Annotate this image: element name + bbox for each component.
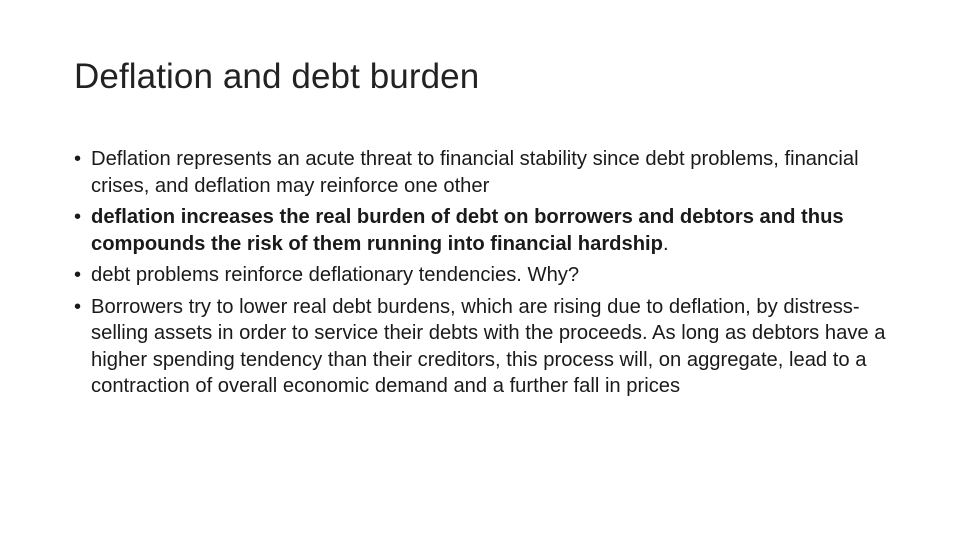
bullet-dot-icon: •	[74, 148, 82, 170]
bullet-text-1: Deflation represents an acute threat to financial stability since debt problems, financial crises, and deflation may reinforce one other	[91, 148, 859, 197]
bullet-item-1	[74, 146, 904, 199]
bullet-text-2: deflation increases the real burden of debt on borrowers and debtors and thus compounds the risk of them running into financial hardship	[91, 206, 844, 255]
bullet-text-4: Borrowers try to lower real debt burdens, which are rising due to deflation, by distress-selling assets in order to service their debts with the proceeds. As long as debtors have a higher spending tendency than their creditors, this process will, on aggregate, lead to a contraction of overall economic demand and a further fall in prices	[91, 295, 886, 397]
bullet-text-2-suffix: .	[663, 232, 669, 255]
bullet-list	[74, 146, 904, 405]
bullet-dot-icon: •	[74, 295, 82, 318]
bullet-item-3	[74, 262, 904, 289]
bullet-dot-icon: •	[74, 264, 82, 286]
bullet-item-4	[74, 294, 904, 400]
bullet-text-3: debt problems reinforce deflationary tendencies. Why?	[91, 264, 580, 286]
bullet-item-2	[74, 204, 904, 257]
slide-title: Deflation and debt burden	[74, 57, 480, 96]
bullet-dot-icon: •	[74, 206, 82, 228]
